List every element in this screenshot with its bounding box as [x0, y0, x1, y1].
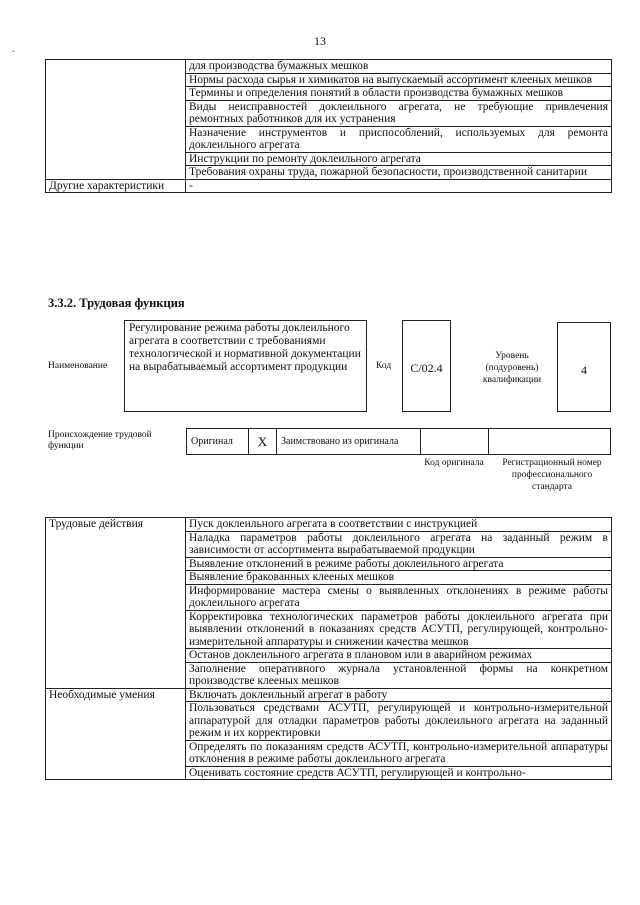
function-name-box: Регулирование режима работы доклеильного агрегата в соответствии с требованиями технологической и нормативной документации на вырабатываемый ассортимент продукции — [124, 320, 367, 412]
row-item: Пуск доклеильного агрегата в соответствии с инструкцией — [186, 518, 612, 532]
row-item: Требования охраны труда, пожарной безопасности, производственной санитарии — [186, 166, 612, 180]
table-row — [46, 179, 612, 193]
page-number: 13 — [314, 34, 326, 48]
row-item: Наладка параметров работы доклеильного агрегата на заданный режим в зависимости от ассортимента вырабатываемой продукции — [186, 531, 612, 557]
origin-table — [186, 428, 611, 455]
origin-original-cell: Оригинал — [187, 429, 249, 455]
origin-code-cell — [421, 429, 489, 455]
origin-reg-cell — [489, 429, 611, 455]
section-title: 3.3.2. Трудовая функция — [48, 296, 185, 310]
row-label: Трудовые действия — [46, 518, 186, 689]
table-row — [46, 688, 612, 702]
row-label: Необходимые умения — [46, 688, 186, 780]
code-original-caption: Код оригинала — [424, 458, 484, 468]
level-box: 4 — [557, 322, 611, 412]
row-item: Останов доклеильного агрегата в плановом или в аварийном режимах — [186, 649, 612, 663]
row-item: Инструкции по ремонту доклеильного агрегата — [186, 152, 612, 166]
origin-borrowed-cell: Заимствовано из оригинала — [277, 429, 421, 455]
row-label — [46, 60, 186, 180]
row-item: Термины и определения понятий в области производства бумажных мешков — [186, 87, 612, 101]
row-item: Виды неисправностей доклеильного агрегата, не требующие привлечения ремонтных работников для их устранения — [186, 100, 612, 126]
row-item: Пользоваться средствами АСУТП, регулирующей и контрольно-измерительной аппаратурой для отладки параметров работы доклеильного агрегата на заданный режим и их корректировки — [186, 702, 612, 741]
row-item: Выявление отклонений в режиме работы доклеильного агрегата — [186, 557, 612, 571]
level-label: Уровень (подуровень) квалификации — [482, 351, 542, 385]
origin-mark-cell: X — [249, 429, 277, 455]
row-item: для производства бумажных мешков — [186, 60, 612, 74]
function-code-box: C/02.4 — [402, 320, 451, 412]
row-item: Включать доклеильный агрегат в работу — [186, 688, 612, 702]
table-row — [46, 518, 612, 532]
name-label: Наименование — [48, 361, 108, 371]
origin-label: Происхождение трудовой функции — [48, 430, 152, 451]
row-item: Оценивать состояние средств АСУТП, регулирующей и контрольно- — [186, 766, 612, 780]
code-label: Код — [376, 361, 392, 371]
knowledge-table — [45, 59, 612, 193]
corner-mark: . — [12, 44, 15, 55]
row-item: Нормы расхода сырья и химикатов на выпускаемый ассортимент клееных мешков — [186, 73, 612, 87]
row-item: Информирование мастера смены о выявленных отклонениях в режиме работы доклеильного агрегата — [186, 584, 612, 610]
row-item: Определять по показаниям средств АСУТП, контрольно-измерительной аппаратуры отклонения в режиме работы доклеильного агрегата — [186, 740, 612, 766]
row-item: - — [186, 179, 612, 193]
row-item: Заполнение оперативного журнала установленной формы на конкретном производстве клееных мешков — [186, 662, 612, 688]
row-item: Выявление бракованных клееных мешков — [186, 571, 612, 585]
row-item: Корректировка технологических параметров работы доклеильного агрегата при выявлении отклонений в показаниях средств АСУТП, регулирующей, контрольно-измерительной аппаратуры и снижении качества мешков — [186, 610, 612, 649]
reg-number-caption: Регистрационный номер профессионального стандарта — [502, 458, 602, 492]
table-row — [46, 60, 612, 74]
row-item: Назначение инструментов и приспособлений, используемых для ремонта доклеильного агрегата — [186, 126, 612, 152]
row-label: Другие характеристики — [46, 179, 186, 193]
actions-table — [45, 517, 612, 780]
